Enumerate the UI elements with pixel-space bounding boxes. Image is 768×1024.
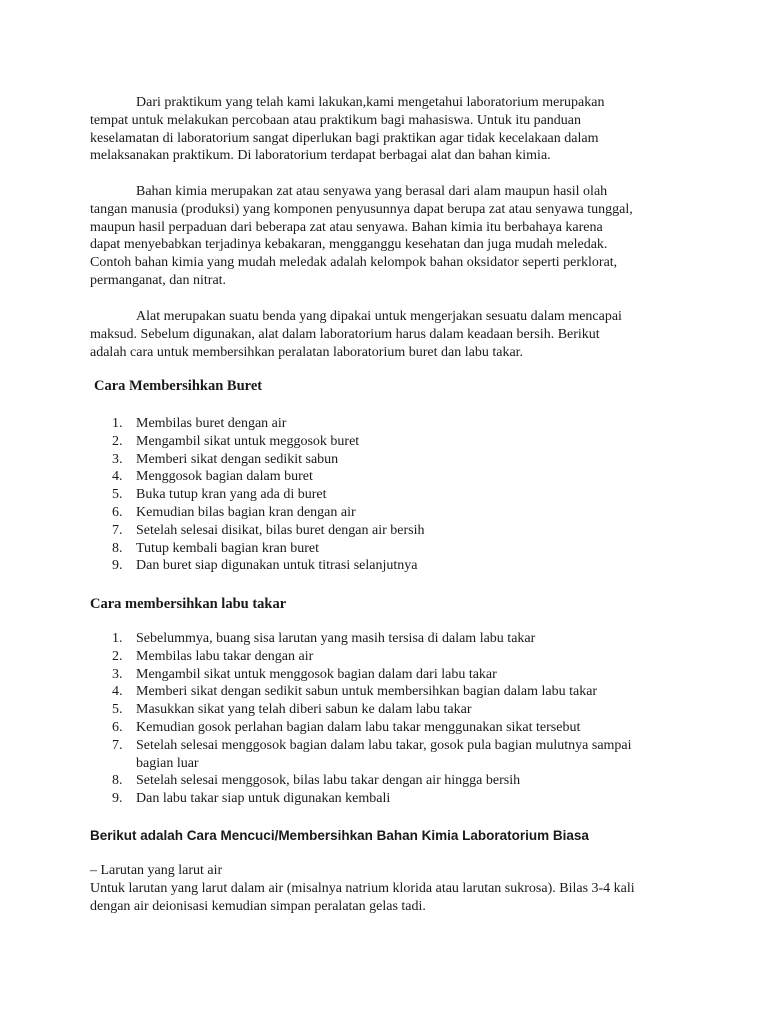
list-item <box>90 683 632 701</box>
list-item-number: 1. <box>112 416 123 431</box>
list-buret <box>90 415 424 575</box>
paragraph-bahan-kimia <box>90 183 690 290</box>
paragraph-line: Bahan kimia merupakan zat atau senyawa yang berasal dari alam maupun hasil olah <box>136 184 608 199</box>
list-item <box>90 540 424 558</box>
section-heading-bahan-kimia: Berikut adalah Cara Mencuci/Membersihkan Bahan Kimia Laboratorium Biasa <box>90 828 589 843</box>
list-item-text: Sebelummya, buang sisa larutan yang masih tersisa di dalam labu takar <box>136 631 536 646</box>
list-item-text: Kemudian gosok perlahan bagian dalam labu takar menggunakan sikat tersebut <box>136 719 581 735</box>
list-item-text: Menggosok bagian dalam buret <box>136 469 313 485</box>
list-item-text: Setelah selesai menggosok bagian dalam labu takar, gosok pula bagian mulutnya sampai <box>136 737 632 753</box>
list-item-number: 6. <box>112 719 123 735</box>
list-item <box>90 522 424 540</box>
list-item-number: 2. <box>112 648 123 664</box>
list-item <box>90 630 632 648</box>
list-item <box>90 433 424 451</box>
list-item-text: Tutup kembali bagian kran buret <box>136 540 320 556</box>
list-item <box>90 790 632 808</box>
paragraph-line: Untuk larutan yang larut dalam air (misalnya natrium klorida atau larutan sukrosa). Bilas 3-4 kali <box>90 880 635 896</box>
list-labu-takar <box>90 630 632 808</box>
list-item <box>90 504 424 522</box>
list-item-text: Masukkan sikat yang telah diberi sabun ke dalam labu takar <box>136 702 472 718</box>
paragraph-line: permanganat, dan nitrat. <box>90 272 227 288</box>
list-item-text: Memberi sikat dengan sedikit sabun <box>136 451 339 467</box>
list-item-number: 3. <box>112 451 123 467</box>
list-item <box>90 415 424 433</box>
paragraph-line: dapat menyebabkan terjadinya kebakaran, mengganggu kesehatan dan juga mudah meledak. <box>90 237 608 253</box>
paragraph-line: Alat merupakan suatu benda yang dipakai untuk mengerjakan sesuatu dalam mencapai <box>136 309 622 324</box>
paragraph-line: maupun hasil perpaduan dari beberapa zat atau senyawa. Bahan kimia itu berbahaya karena <box>90 219 603 235</box>
list-item <box>90 648 632 666</box>
list-item <box>90 719 632 737</box>
list-item-number: 4. <box>112 469 123 485</box>
paragraph-line: Contoh bahan kimia yang mudah meledak adalah kelompok bahan oksidator seperti perklorat, <box>90 255 618 271</box>
paragraph-line: melaksanakan praktikum. Di laboratorium terdapat berbagai alat dan bahan kimia. <box>90 148 551 164</box>
list-item <box>90 737 632 773</box>
list-item-number: 9. <box>112 791 123 807</box>
list-item <box>90 666 632 684</box>
paragraph-intro <box>90 94 690 165</box>
section-heading-buret: Cara Membersihkan Buret <box>94 378 263 394</box>
list-item-text: Membilas buret dengan air <box>136 416 287 431</box>
list-item-number: 6. <box>112 504 123 520</box>
list-item <box>90 486 424 504</box>
paragraph-larutan <box>90 862 690 915</box>
list-item-number: 7. <box>112 522 123 538</box>
list-item <box>90 451 424 469</box>
paragraph-line: maksud. Sebelum digunakan, alat dalam laboratorium harus dalam keadaan bersih. Berikut <box>90 326 600 342</box>
list-item-number: 4. <box>112 684 123 700</box>
list-item <box>90 772 632 790</box>
list-item-number: 1. <box>112 631 123 646</box>
paragraph-line: keselamatan di laboratorium sangat diperlukan bagi praktikan agar tidak kecelakaan dalam <box>90 130 599 146</box>
list-item-number: 2. <box>112 433 123 449</box>
paragraph-line: Dari praktikum yang telah kami lakukan,kami mengetahui laboratorium merupakan <box>136 95 605 110</box>
list-item-number: 8. <box>112 773 123 789</box>
paragraph-line: dengan air deionisasi kemudian simpan peralatan gelas tadi. <box>90 898 426 914</box>
paragraph-alat <box>90 308 690 361</box>
list-item-text: Memberi sikat dengan sedikit sabun untuk membersihkan bagian dalam labu takar <box>136 684 598 700</box>
list-item <box>90 557 424 575</box>
list-item-number: 5. <box>112 487 123 503</box>
list-item-number: 9. <box>112 558 123 574</box>
list-item-text: Buka tutup kran yang ada di buret <box>136 487 327 503</box>
list-item-text: Kemudian bilas bagian kran dengan air <box>136 504 356 520</box>
list-item-number: 8. <box>112 540 123 556</box>
list-item-number: 7. <box>112 737 123 753</box>
paragraph-line: adalah cara untuk membersihkan peralatan laboratorium buret dan labu takar. <box>90 344 524 360</box>
list-item <box>90 468 424 486</box>
list-item <box>90 701 632 719</box>
list-item-number: 3. <box>112 666 123 682</box>
list-item-number: 5. <box>112 702 123 718</box>
list-item-text: Mengambil sikat untuk menggosok bagian dalam dari labu takar <box>136 666 497 682</box>
list-item-text: Setelah selesai menggosok, bilas labu takar dengan air hingga bersih <box>136 773 521 789</box>
list-item-text: Mengambil sikat untuk meggosok buret <box>136 433 360 449</box>
list-item-text: Membilas labu takar dengan air <box>136 648 314 664</box>
paragraph-line: tempat untuk melakukan percobaan atau praktikum bagi mahasiswa. Untuk itu panduan <box>90 112 582 128</box>
section-heading-labu-takar: Cara membersihkan labu takar <box>90 596 287 612</box>
list-item-text: Dan labu takar siap untuk digunakan kembali <box>136 791 391 807</box>
paragraph-line: tangan manusia (produksi) yang komponen penyusunnya dapat berupa zat atau senyawa tunggal, <box>90 201 633 217</box>
sub-heading-larutan: – Larutan yang larut air <box>90 863 223 878</box>
list-item-text: Dan buret siap digunakan untuk titrasi selanjutnya <box>136 558 418 574</box>
list-item-text: Setelah selesai disikat, bilas buret dengan air bersih <box>136 522 425 538</box>
list-item-text-continued: bagian luar <box>136 755 199 771</box>
